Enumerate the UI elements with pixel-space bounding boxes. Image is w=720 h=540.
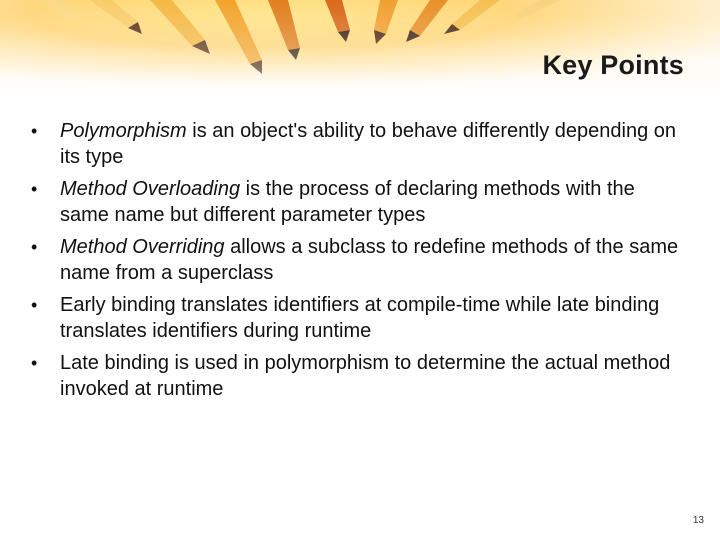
bullet-item <box>28 292 688 344</box>
bullet-text: is the process of declaring methods with the same name but different parameter types <box>60 178 635 226</box>
slide-title: Key Points <box>542 50 684 80</box>
bullet-emphasis: Method Overriding <box>60 236 225 258</box>
bullet-item <box>28 118 688 170</box>
bullet-item <box>28 176 688 228</box>
bullet-text: Late binding is used in polymorphism to determine the actual method invoked at runtime <box>60 352 671 400</box>
header-banner <box>0 0 720 98</box>
bullet-item <box>28 350 688 402</box>
bullet-marker: • <box>31 353 38 373</box>
bullet-list <box>28 118 688 408</box>
bullet-text: Early binding translates identifiers at compile-time while late binding translates identifiers during runtime <box>60 294 660 342</box>
page-number: 13 <box>692 515 704 526</box>
bullet-item <box>28 234 688 286</box>
bullet-text: is an object's ability to behave differently depending on its type <box>60 120 677 168</box>
bullet-emphasis: Polymorphism <box>60 120 187 142</box>
bullet-marker: • <box>31 179 38 199</box>
bullet-marker: • <box>31 295 38 315</box>
bullet-marker: • <box>31 237 38 257</box>
bullet-emphasis: Method Overloading <box>60 178 241 200</box>
bullet-text: allows a subclass to redefine methods of the same name from a superclass <box>60 236 679 284</box>
bullet-marker: • <box>31 121 38 141</box>
pencils-banner-image <box>0 0 720 98</box>
